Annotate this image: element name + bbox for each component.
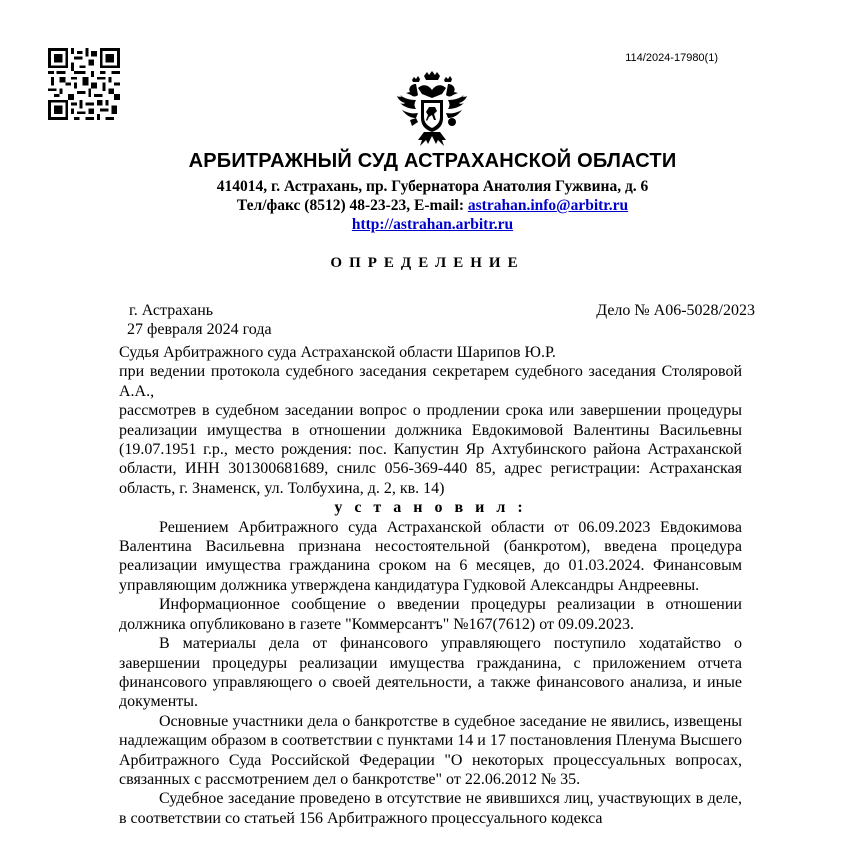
- case-number: Дело № А06-5028/2023: [596, 302, 755, 319]
- secretary-paragraph: при ведении протокола судебного заседания секретарем судебного заседания Столяровой А.А.,: [119, 363, 742, 400]
- established-heading: у с т а н о в и л :: [334, 499, 527, 517]
- document-date: 27 февраля 2024 года: [127, 321, 272, 338]
- court-website-link[interactable]: http://astrahan.arbitr.ru: [351, 216, 514, 233]
- document-body: [119, 343, 742, 828]
- double-headed-eagle-emblem-icon: [394, 70, 470, 150]
- body-paragraph: В материалы дела от финансового управляющего поступило ходатайство о завершении процедуры реализации имущества гражданина, с приложением отчета финансового управляющего о своей деятельности, а также финансового анализа, и иные документы.: [119, 635, 742, 711]
- qr-code-icon: [48, 48, 120, 120]
- judge-paragraph: Судья Арбитражного суда Астраханской области Шарипов Ю.Р.: [119, 344, 556, 361]
- phone-fax-label: Тел/факс (8512) 48-23-23, E-mail:: [236, 197, 468, 214]
- court-name-heading: АРБИТРАЖНЫЙ СУД АСТРАХАНСКОЙ ОБЛАСТИ: [188, 150, 677, 172]
- document-type-heading: ОПРЕДЕЛЕНИЕ: [330, 255, 525, 271]
- considering-paragraph: рассмотрев в судебном заседании вопрос о продлении срока или завершении процедуры реализации имущества в отношении должника Евдокимовой Валентины Васильевны (19.07.1951 г.р., место рождения: пос. Капустин Яр Ахтубинского района Астраханской области, ИНН 301300681689, снилс 056-369-440 85, адрес регистрации: Астраханская область, г. Знаменск, ул. Толбухина, д. 2, кв. 14): [119, 402, 742, 497]
- body-paragraph: Информационное сообщение о введении процедуры реализации в отношении должника опубликовано в газете "Коммерсантъ" №167(7612) от 09.09.2023.: [119, 596, 742, 633]
- court-website-line: [0, 216, 843, 234]
- body-paragraph: Основные участники дела о банкротстве в судебное заседание не явились, извещены надлежащим образом в соответствии с пунктами 14 и 17 постановления Пленума Высшего Арбитражного Суда Российской Федерации "О некоторых процессуальных вопросах, связанных с рассмотрением дел о банкротстве" от 22.06.2012 № 35.: [119, 712, 742, 788]
- body-paragraph: Решением Арбитражного суда Астраханской области от 06.09.2023 Евдокимова Валентина Васильевна признана несостоятельной (банкротом), введена процедура реализации имущества гражданина сроком на 6 месяцев, до 01.03.2024. Финансовым управляющим должника утверждена кандидатура Гудковой Александры Андреевны.: [119, 518, 742, 594]
- body-paragraph: Судебное заседание проведено в отсутствие не явившихся лиц, участвующих в деле, в соответствии со статьей 156 Арбитражного процессуального кодекса: [119, 790, 742, 827]
- document-number: 114/2024-17980(1): [625, 52, 718, 64]
- city: г. Астрахань: [129, 302, 214, 319]
- court-contacts: [0, 197, 843, 215]
- court-address: 414014, г. Астрахань, пр. Губернатора Анатолия Гужвина, д. 6: [216, 178, 649, 195]
- court-email-link[interactable]: astrahan.info@arbitr.ru: [467, 197, 629, 214]
